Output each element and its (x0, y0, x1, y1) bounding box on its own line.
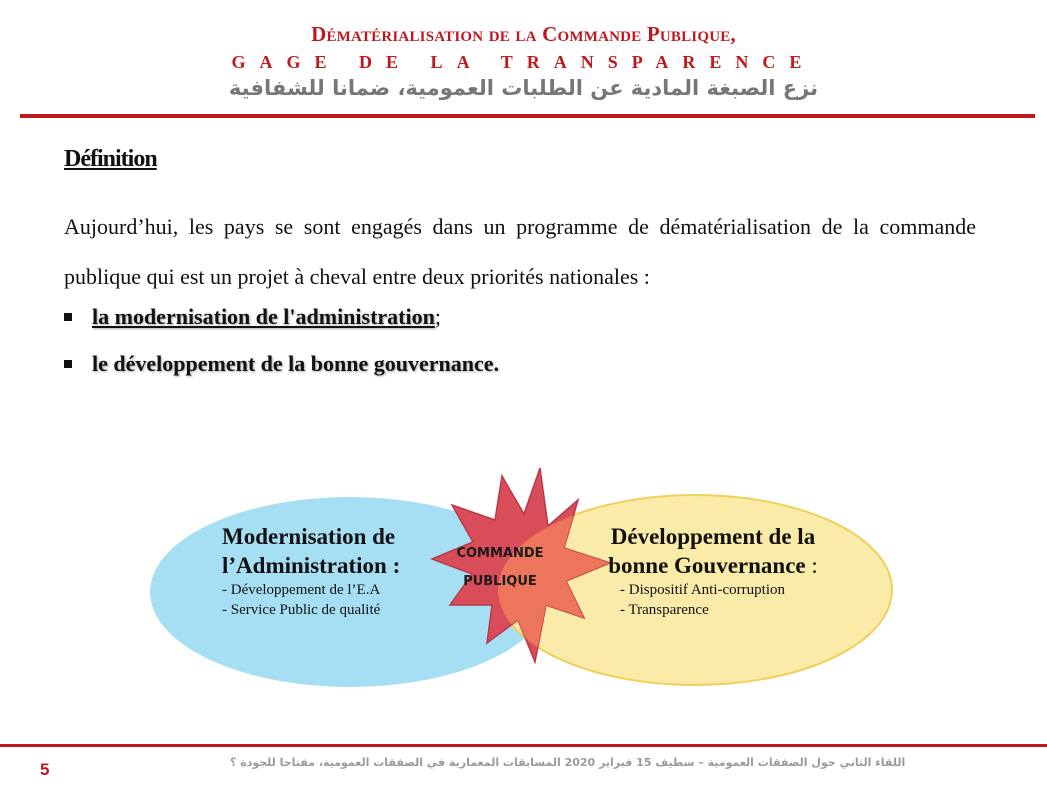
bullet-item-modernisation (64, 304, 441, 330)
venn-diagram (150, 460, 900, 710)
header-title: Dématérialisation de la Commande Publique, (311, 22, 736, 46)
header-arabic-title: نزع الصبغة المادية عن الطلبات العمومية، ضمانا للشفافية (228, 76, 819, 100)
bullet-item-gouvernance (64, 351, 499, 377)
footer-divider (0, 744, 1047, 747)
section-heading: Définition (64, 146, 157, 172)
right-heading-suffix: : (805, 553, 818, 578)
star-label-line1: COMMANDE (456, 546, 544, 561)
left-heading-line2: l’Administration : (222, 553, 401, 578)
right-item-1: - Dispositif Anti-corruption (620, 582, 785, 598)
definition-paragraph: Aujourd’hui, les pays se sont engagés dans un programme de dématérialisation de la commande publique qui est un projet à cheval entre deux priorités nationales : (64, 214, 976, 289)
left-item-1: - Développement de l’E.A (222, 582, 381, 598)
square-bullet-icon (64, 360, 72, 368)
header-divider (20, 114, 1035, 118)
star-label (440, 540, 560, 596)
bullet-text: le développement de la bonne gouvernance. (92, 351, 499, 376)
header-subtitle: GAGE DE LA TRANSPARENCE (231, 52, 816, 72)
left-heading-line1: Modernisation de (222, 524, 396, 549)
square-bullet-icon (64, 313, 72, 321)
left-item-2: - Service Public de qualité (222, 602, 381, 618)
star-label-line2: PUBLIQUE (463, 574, 537, 589)
right-heading-line1: Développement de la (610, 524, 816, 549)
right-item-2: - Transparence (620, 602, 709, 618)
right-ellipse-text (588, 522, 838, 620)
left-ellipse-text (222, 522, 432, 620)
bullet-suffix: ; (434, 304, 441, 329)
right-heading-line2 (588, 551, 838, 580)
right-items (588, 580, 838, 620)
right-heading-bold: bonne Gouvernance (608, 553, 806, 578)
bullet-text: la modernisation de l'administration (92, 304, 435, 329)
page-number: 5 (40, 760, 50, 779)
footer-event-text: اللقاء الثاني حول الصفقات العمومية – سطيف 15 فبراير 2020 المسابقات المعمارية في الصفقات العمومية، مفتاحا للجودة ؟ (230, 756, 906, 769)
